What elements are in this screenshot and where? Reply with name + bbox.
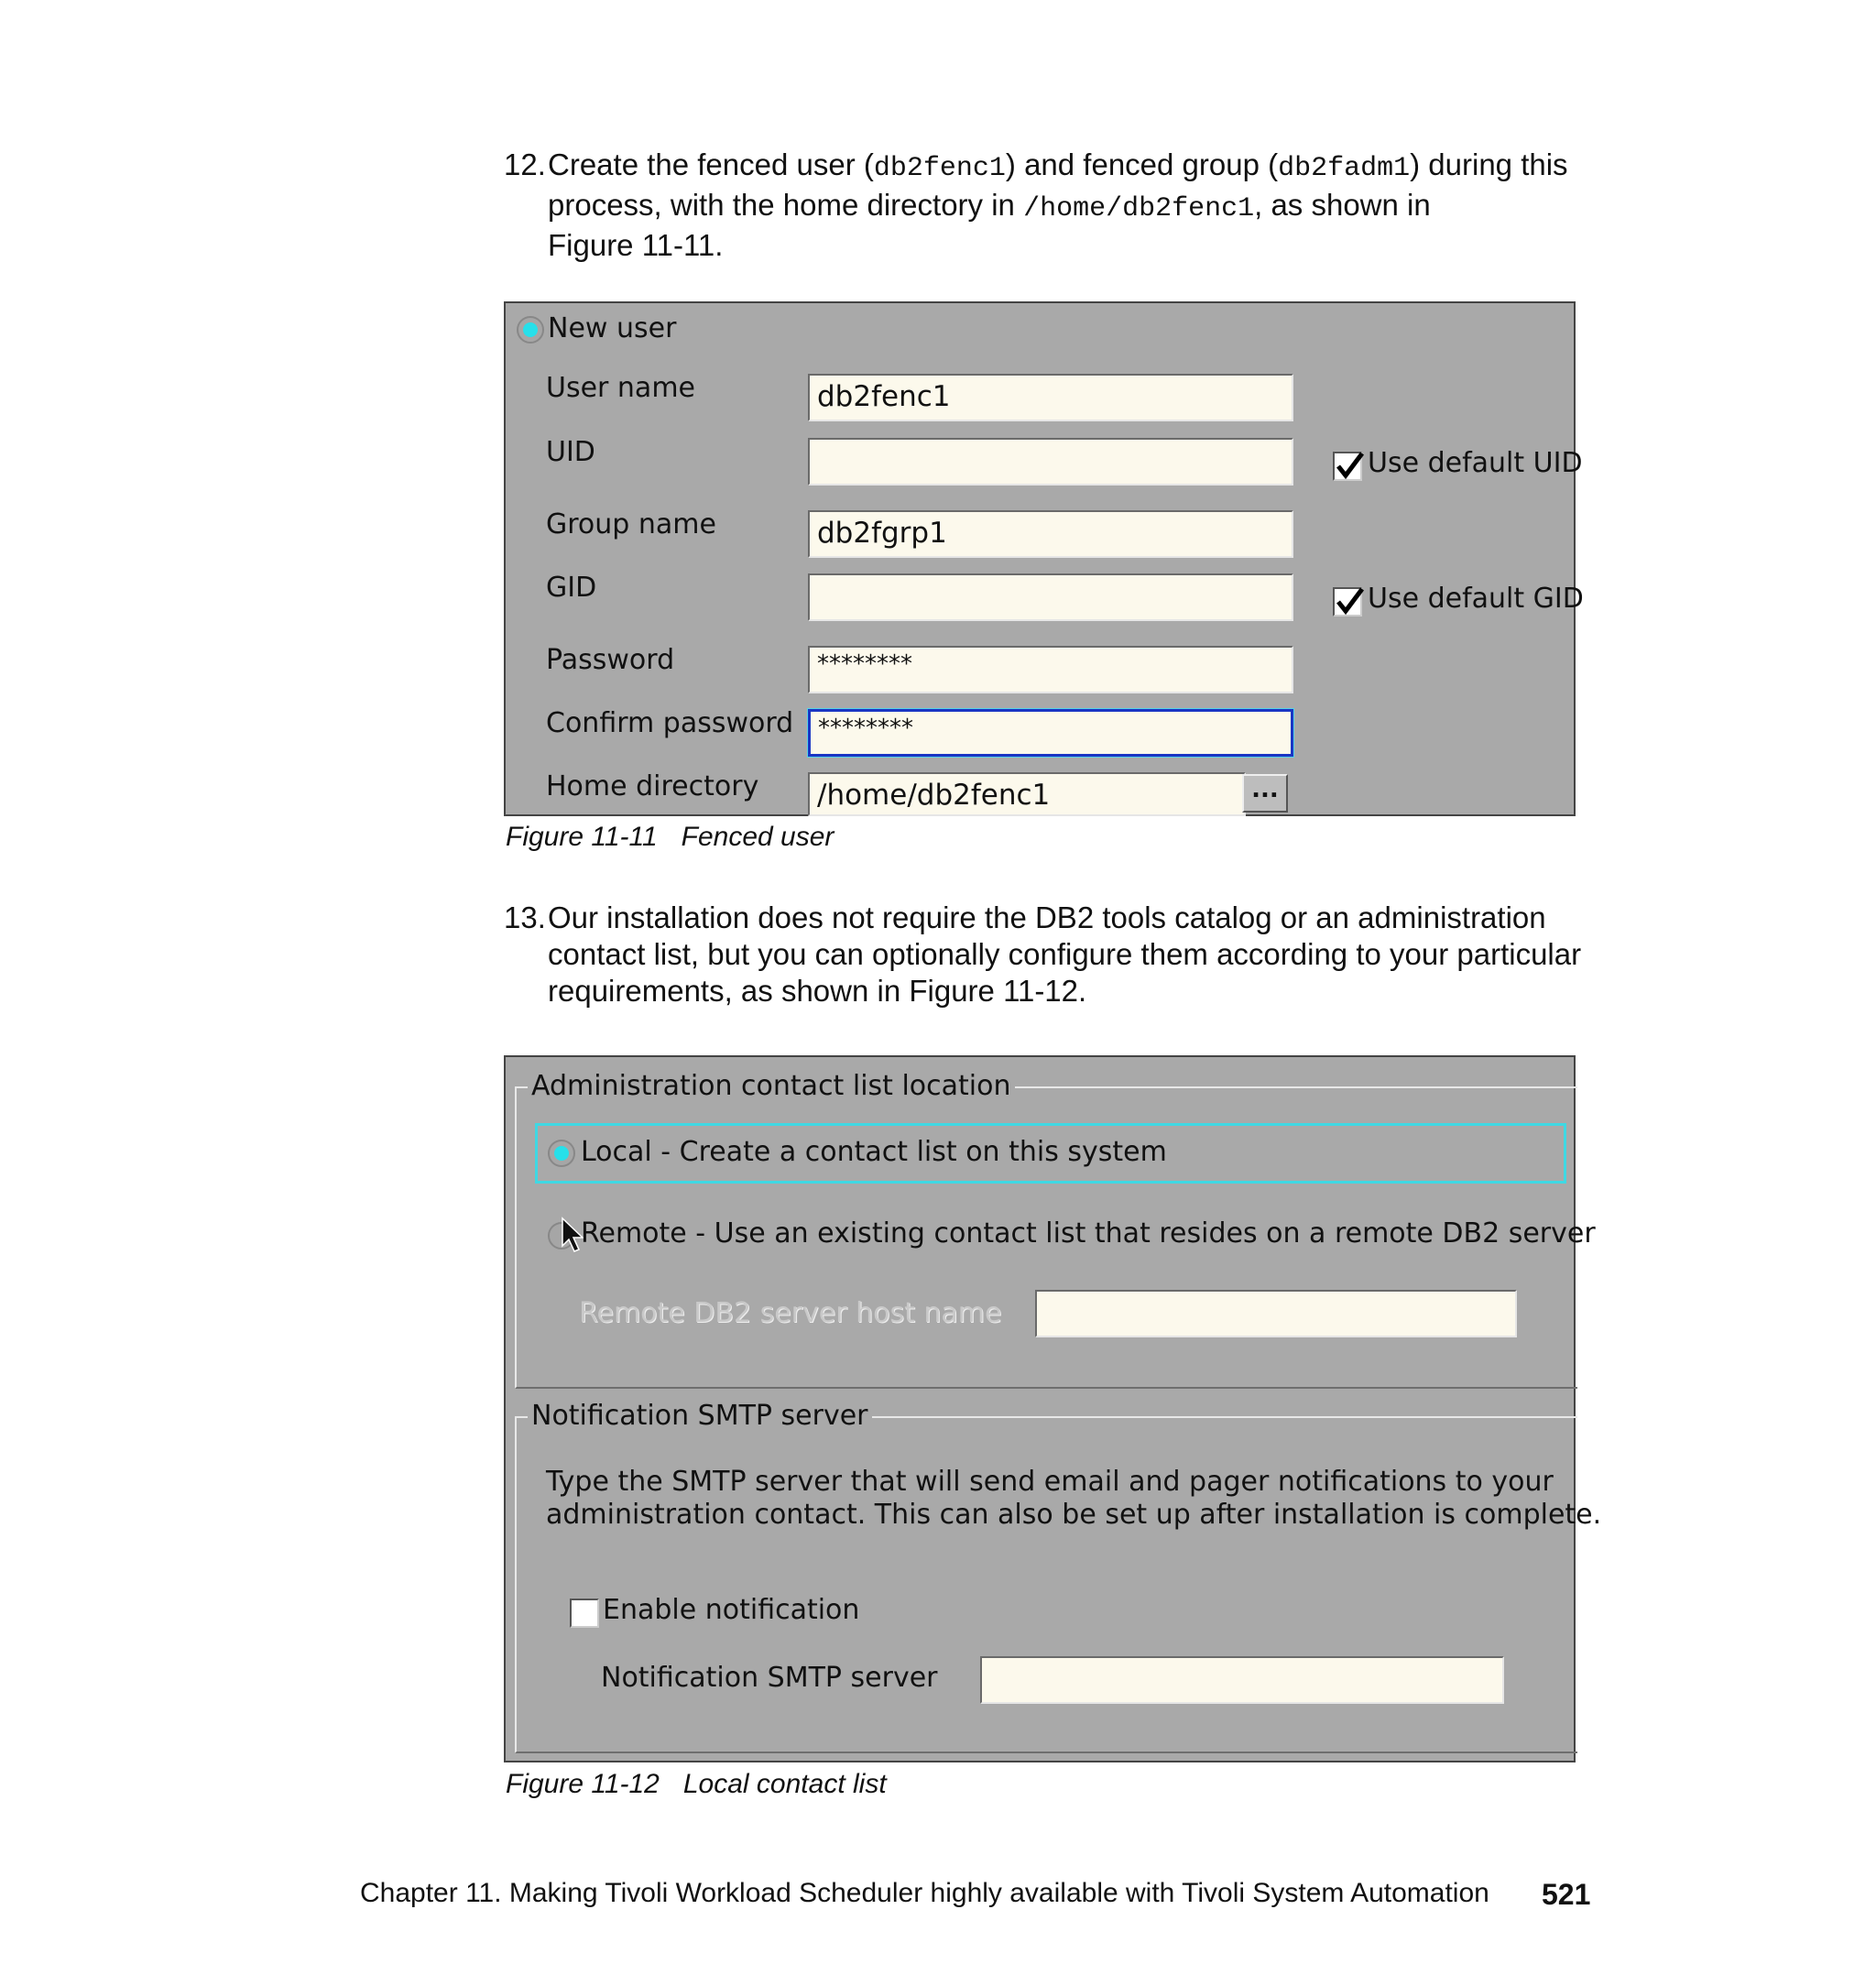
enable-notification-label: Enable notification	[603, 1594, 860, 1626]
code-fenced-group: db2fadm1	[1278, 153, 1411, 184]
figure-11-11-caption: Figure 11-11 Fenced user	[506, 822, 834, 852]
use-default-gid-checkbox[interactable]	[1333, 587, 1362, 617]
new-user-label: New user	[548, 312, 677, 344]
uid-label: UID	[546, 436, 595, 468]
local-radio[interactable]	[548, 1140, 575, 1167]
checkmark-icon	[1335, 585, 1366, 618]
password-label: Password	[546, 644, 675, 676]
enable-notification-checkbox[interactable]	[570, 1599, 599, 1628]
user-name-label: User name	[546, 372, 695, 404]
checkmark-icon	[1335, 450, 1366, 483]
use-default-uid-label: Use default UID	[1368, 447, 1583, 479]
group-name-label: Group name	[546, 508, 716, 540]
home-directory-label: Home directory	[546, 770, 759, 802]
smtp-server-input[interactable]	[980, 1656, 1504, 1704]
gid-input[interactable]	[808, 573, 1293, 621]
smtp-group-title: Notification SMTP server	[528, 1400, 872, 1432]
step-13-line-2: contact list, but you can optionally configure them according to your particular	[548, 937, 1582, 971]
step-number: 12.	[504, 147, 546, 181]
code-fenced-user: db2fenc1	[873, 153, 1006, 184]
use-default-uid-checkbox[interactable]	[1333, 452, 1362, 481]
group-name-input[interactable]: db2fgrp1	[808, 510, 1293, 558]
code-home-dir: /home/db2fenc1	[1023, 193, 1255, 224]
remote-option-label: Remote - Use an existing contact list that resides on a remote DB2 server	[581, 1217, 1596, 1249]
smtp-server-label: Notification SMTP server	[601, 1662, 938, 1694]
new-user-radio[interactable]	[517, 316, 544, 344]
figure-11-12-caption: Figure 11-12 Local contact list	[506, 1769, 887, 1799]
chapter-footer: Chapter 11. Making Tivoli Workload Scheduler highly available with Tivoli System Automation	[360, 1878, 1489, 1908]
page-number: 521	[1542, 1878, 1591, 1911]
use-default-gid-label: Use default GID	[1368, 583, 1584, 615]
smtp-description-line-1: Type the SMTP server that will send email and pager notifications to your	[546, 1466, 1554, 1498]
browse-button[interactable]: ...	[1242, 774, 1288, 813]
remote-host-input[interactable]	[1035, 1290, 1517, 1337]
admin-contact-group-title: Administration contact list location	[528, 1070, 1015, 1102]
home-directory-input[interactable]: /home/db2fenc1	[808, 772, 1246, 816]
contact-list-dialog	[504, 1055, 1602, 1762]
remote-host-label: Remote DB2 server host name	[579, 1297, 1002, 1329]
smtp-description-line-2: administration contact. This can also be set up after installation is complete.	[546, 1499, 1602, 1531]
step-12-line-3: Figure 11-11.	[548, 228, 724, 262]
gid-label: GID	[546, 572, 597, 604]
confirm-password-label: Confirm password	[546, 707, 794, 739]
step-12-line-2: process, with the home directory in /home/db2fenc1, as shown in	[548, 188, 1431, 224]
step-12-line-1: Create the fenced user (db2fenc1) and fenced group (db2fadm1) during this	[548, 147, 1568, 184]
user-name-input[interactable]: db2fenc1	[808, 374, 1293, 421]
fenced-user-dialog	[504, 301, 1584, 816]
step-number: 13.	[504, 900, 546, 934]
local-option-label: Local - Create a contact list on this system	[581, 1136, 1167, 1168]
password-input[interactable]: ********	[808, 646, 1293, 693]
step-13-line-1: Our installation does not require the DB2 tools catalog or an administration	[548, 900, 1546, 934]
uid-input[interactable]	[808, 438, 1293, 486]
step-13-line-3: requirements, as shown in Figure 11-12.	[548, 974, 1087, 1008]
confirm-password-input[interactable]: ********	[808, 709, 1293, 757]
